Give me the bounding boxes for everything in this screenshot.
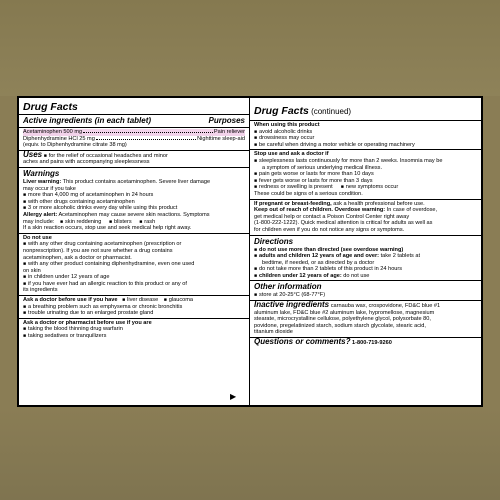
drug-facts-left-column (19, 98, 250, 405)
uses-title: Uses (23, 149, 43, 159)
drug-facts-title: Drug Facts (23, 101, 78, 113)
ingredient-purpose: Pain reliever (213, 129, 245, 135)
list-item: ■ with any other product containing diphenhydramine, even one used (23, 261, 245, 268)
inactive-text: titanium dioxide (254, 329, 293, 336)
ask-doctor-section: Ask a doctor before use if you have ■ liver disease ■ glaucoma (23, 297, 245, 304)
inactive-ingredients: Inactive ingredients carnauba wax, crospovidone, FD&C blue #1 (254, 300, 441, 310)
ingredient-name: Acetaminophen 500 mg (23, 129, 83, 135)
continue-arrow-icon: ▶ (230, 392, 237, 401)
ingredient-note: (equiv. to Diphenhydramine citrate 38 mg) (23, 142, 127, 149)
uses-section: Uses ■ for the relief of occasional headaches and minor (23, 152, 245, 160)
list-item-cont: bedtime, if needed, or as directed by a doctor (262, 259, 375, 266)
overdose-warning: Keep out of reach of children. Overdose warning: In case of overdose, (254, 207, 438, 214)
list-item: ■ store at 20-25°C (68-77°F) (254, 292, 477, 299)
list-item: ■ trouble urinating due to an enlarged prostate gland (23, 310, 245, 317)
other-info-title: Other information (254, 282, 322, 292)
directions-title: Directions (254, 236, 294, 246)
list-item: ■ redness or swelling is present■ new symptoms occur (254, 184, 477, 191)
list-item: ■ pain gets worse or lasts for more than 10 days (254, 171, 477, 178)
list-item-cont: on skin (23, 267, 41, 274)
pregnancy-warning: If pregnant or breast-feeding, ask a health professional before use. (254, 200, 425, 207)
list-item: ■ a breathing problem such as emphysema or chronic bronchitis (23, 304, 245, 311)
ingredient-purpose: Nighttime sleep-aid (197, 135, 245, 142)
warnings-title: Warnings (23, 168, 60, 178)
questions-line: Questions or comments? 1-800-719-9260 (254, 337, 392, 347)
list-item: ■ avoid alcoholic drinks (254, 129, 477, 136)
liver-warning-text: may occur if you take (23, 185, 76, 192)
active-ingredients-header: Active ingredients (in each tablet) (23, 116, 152, 125)
ask-pharmacist-title: Ask a doctor or pharmacist before use if you are (23, 319, 152, 326)
list-item: ■ if you have ever had an allergic reaction to this product or any of (23, 281, 245, 288)
list-item-cont: its ingredients (23, 287, 58, 294)
when-using-title: When using this product (254, 122, 320, 128)
purposes-header: Purposes (208, 116, 245, 125)
ingredient-name: Diphenhydramine HCl 25 mg (23, 135, 95, 142)
overdose-text: for children even if you do not notice any signs or symptoms. (254, 226, 405, 233)
list-item: ■ 3 or more alcoholic drinks every day while using this product (23, 205, 245, 212)
drug-facts-right-column (250, 98, 481, 405)
list-item: ■ be careful when driving a motor vehicle or operating machinery (254, 142, 477, 149)
packaging-top-band (0, 0, 500, 96)
list-item: ■ with other drugs containing acetaminophen (23, 199, 245, 206)
inactive-text: povidone, pregelatinized starch, sodium starch glycolate, stearic acid, (254, 322, 426, 329)
stop-use-title: Stop use and ask a doctor if (254, 151, 329, 158)
list-item: ■ do not use more than directed (see overdose warning) (254, 247, 477, 254)
stop-use-note: These could be signs of a serious condition. (254, 190, 363, 197)
drug-facts-panel (17, 96, 483, 407)
list-item: ■ adults and children 12 years of age and over: take 2 tablets at (254, 253, 477, 260)
list-item: ■ in children under 12 years of age (23, 274, 245, 281)
allergy-action: If a skin reaction occurs, stop use and seek medical help right away. (23, 225, 192, 232)
list-item: ■ taking the blood thinning drug warfarin (23, 326, 245, 333)
inactive-text: stearate, microcrystalline cellulose, polyethylene glycol, polysorbate 80, (254, 316, 431, 323)
list-item-cont: a symptom of serious underlying medical illness. (262, 164, 383, 171)
ingredient-row-acetaminophen (23, 129, 245, 136)
drug-facts-continued-title: Drug Facts (continued) (254, 105, 352, 117)
list-item: ■ more than 4,000 mg of acetaminophen in 24 hours (23, 192, 245, 199)
overdose-text: get medical help or contact a Poison Control Center right away (254, 213, 410, 220)
allergy-alert: Allergy alert: Acetaminophen may cause severe skin reactions. Symptoms (23, 211, 210, 218)
list-item: ■ with any other drug containing acetaminophen (prescription or (23, 241, 245, 248)
list-item: ■ taking sedatives or tranquilizers (23, 333, 245, 340)
uses-text: aches and pains with accompanying sleeplessness (23, 159, 150, 166)
inactive-text: aluminum lake, FD&C blue #2 aluminum lake, hypromellose, magnesium (254, 309, 435, 316)
list-item: ■ do not take more than 2 tablets of this product in 24 hours (254, 266, 477, 273)
list-item: ■ sleeplessness lasts continuously for more than 2 weeks. Insomnia may be (254, 158, 477, 165)
packaging-bottom-band (0, 408, 500, 500)
list-item-cont: acetaminophen, ask a doctor or pharmacist. (23, 254, 132, 261)
allergy-symptoms: may include: ■ skin reddening ■ blisters ■ rash (23, 219, 245, 226)
do-not-use-title: Do not use (23, 234, 52, 241)
liver-warning: Liver warning: This product contains acetaminophen. Severe liver damage (23, 178, 211, 185)
ingredient-row-diphenhydramine (23, 136, 245, 143)
list-item-cont: nonprescription). If you are not sure whether a drug contains (23, 247, 173, 254)
list-item: ■ fever gets worse or lasts for more than 3 days (254, 178, 477, 185)
list-item: ■ drowsiness may occur (254, 135, 477, 142)
list-item: ■ children under 12 years of age: do not use (254, 273, 477, 280)
overdose-text: (1-800-222-1222). Quick medical attention is critical for adults as well as (254, 220, 433, 227)
